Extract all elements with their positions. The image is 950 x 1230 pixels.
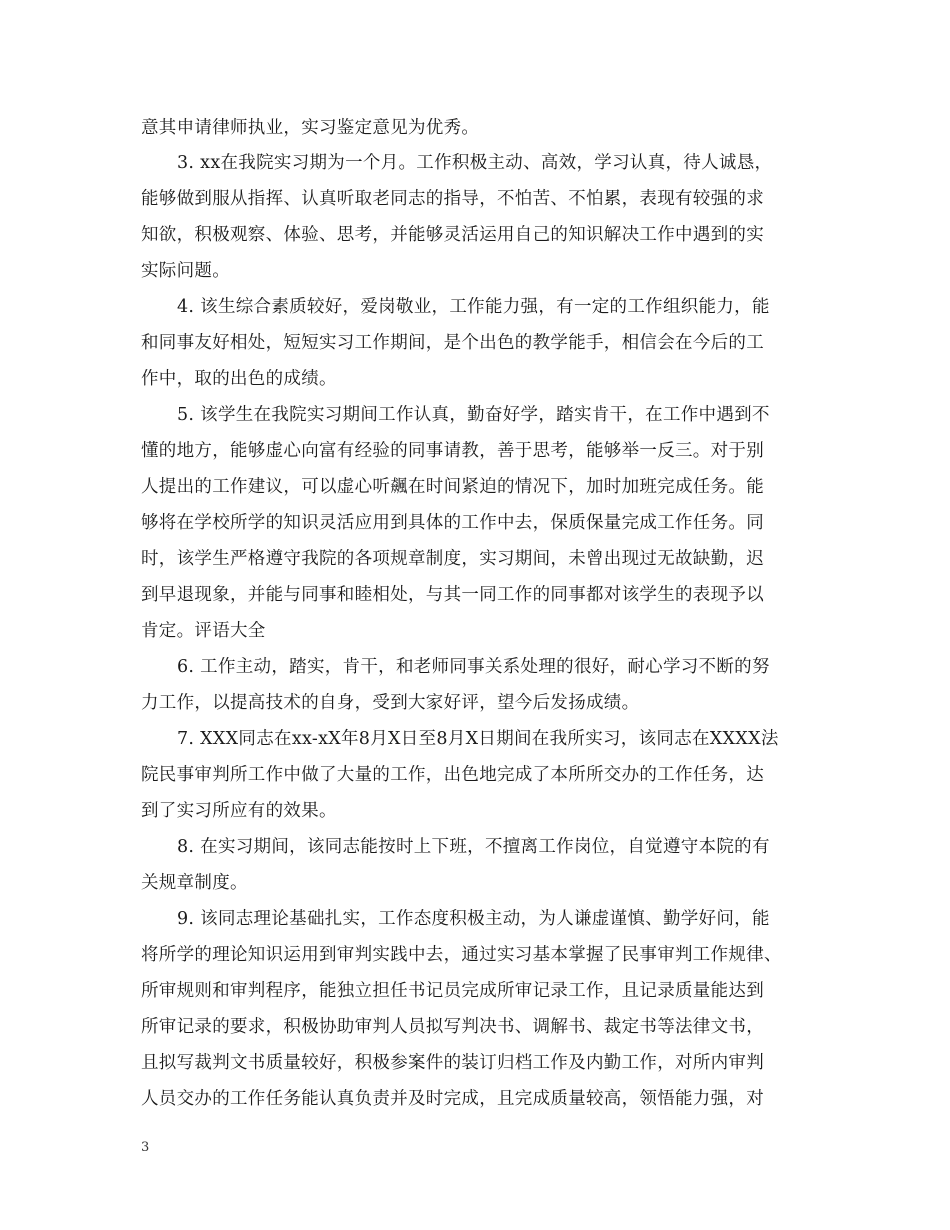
text-line: 知欲，积极观察、体验、思考，并能够灵活运用自己的知识解决工作中遇到的实 xyxy=(141,225,764,245)
text-line: 到了实习所应有的效果。 xyxy=(141,801,337,821)
text-line: 实际问题。 xyxy=(141,261,230,281)
text-line: 关规章制度。 xyxy=(141,873,248,893)
text-line: 所审规则和审判程序，能独立担任书记员完成所审记录工作，且记录质量能达到 xyxy=(141,981,764,1001)
text-line: 院民事审判所工作中做了大量的工作，出色地完成了本所所交办的工作任务，达 xyxy=(141,765,764,785)
text-line: 意其申请律师执业，实习鉴定意见为优秀。 xyxy=(141,118,480,138)
text-line: 人员交办的工作任务能认真负责并及时完成，且完成质量较高，领悟能力强，对 xyxy=(141,1089,764,1109)
text-line: 8. 在实习期间，该同志能按时上下班，不擅离工作岗位，自觉遵守本院的有 xyxy=(177,837,770,857)
text-line: 力工作，以提高技术的自身，受到大家好评，望今后发扬成绩。 xyxy=(141,693,640,713)
text-line: 且拟写裁判文书质量较好，积极参案件的装订归档工作及内勤工作，对所内审判 xyxy=(141,1053,764,1073)
text-line: 6. 工作主动，踏实，肯干，和老师同事关系处理的很好，耐心学习不断的努 xyxy=(177,657,770,677)
page-number: 3 xyxy=(141,1140,150,1155)
text-line: 和同事友好相处，短短实习工作期间，是个出色的教学能手，相信会在今后的工 xyxy=(141,333,764,353)
text-line: 所审记录的要求，积极协助审判人员拟写判决书、调解书、裁定书等法律文书， xyxy=(141,1017,764,1037)
text-line: 能够做到服从指挥、认真听取老同志的指导，不怕苦、不怕累，表现有较强的求 xyxy=(141,189,764,209)
text-line: 够将在学校所学的知识灵活应用到具体的工作中去，保质保量完成工作任务。同 xyxy=(141,513,764,533)
text-line: 肯定。评语大全 xyxy=(141,621,266,641)
text-line: 懂的地方，能够虚心向富有经验的同事请教，善于思考，能够举一反三。对于别 xyxy=(141,441,764,461)
text-line: 5. 该学生在我院实习期间工作认真，勤奋好学，踏实肯干，在工作中遇到不 xyxy=(177,405,770,425)
text-line: 时，该学生严格遵守我院的各项规章制度，实习期间，未曾出现过无故缺勤，迟 xyxy=(141,549,764,569)
text-line: 9. 该同志理论基础扎实，工作态度积极主动，为人谦虚谨慎、勤学好问，能 xyxy=(177,909,770,929)
text-line: 作中，取的出色的成绩。 xyxy=(141,369,337,389)
text-line: 4. 该生综合素质较好，爱岗敬业，工作能力强，有一定的工作组织能力，能 xyxy=(177,297,770,317)
text-line: 7. XXX同志在xx-xX年8月X日至8月X日期间在我所实习，该同志在XXXX法 xyxy=(177,729,779,749)
text-line: 到早退现象，并能与同事和睦相处，与其一同工作的同事都对该学生的表现予以 xyxy=(141,585,764,605)
text-line: 将所学的理论知识运用到审判实践中去，通过实习基本掌握了民事审判工作规律、 xyxy=(141,945,782,965)
text-line: 人提出的工作建议，可以虚心听飆在时间紧迫的情况下，加时加班完成任务。能 xyxy=(141,477,764,497)
text-line: 3. xx在我院实习期为一个月。工作积极主动、高效，学习认真，待人诚恳， xyxy=(177,153,773,173)
